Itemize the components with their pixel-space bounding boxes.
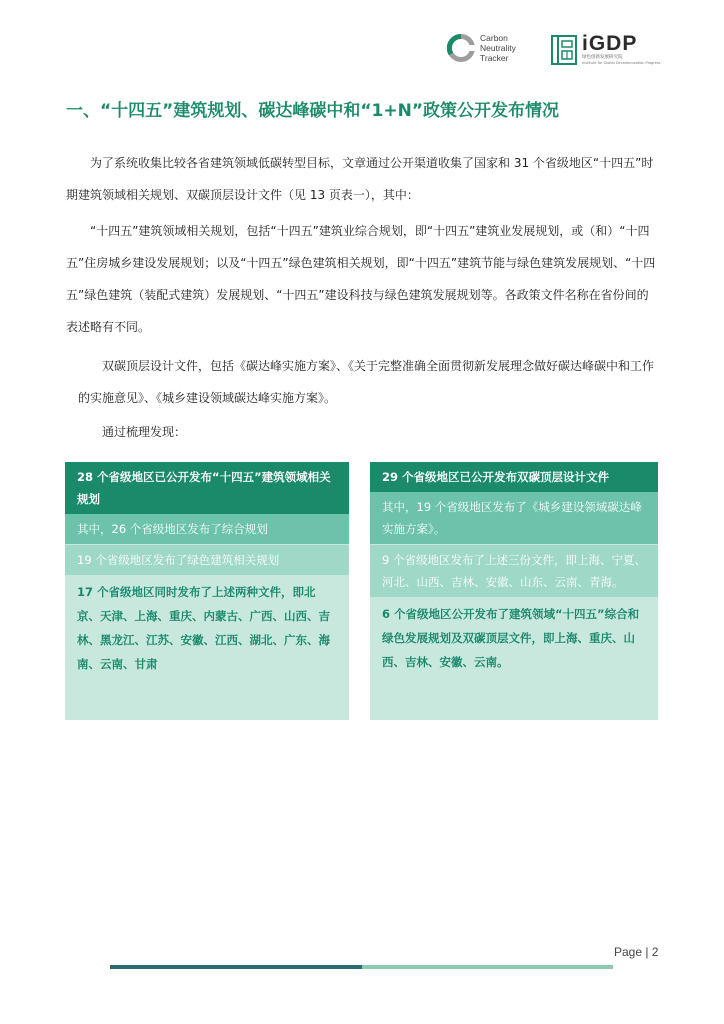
page-number: Page | 2 bbox=[614, 945, 659, 959]
carbon-logo-line1: Carbon bbox=[480, 33, 508, 43]
intro-paragraph: 为了系统收集比较各省建筑领域低碳转型目标，文章通过公开渠道收集了国家和 31 个省级地区“十四五”时期建筑领域相关规划、双碳顶层设计文件（见 13 页表一），其中： bbox=[66, 156, 654, 202]
footer-bar-light-segment bbox=[362, 965, 613, 969]
footer-bar-dark-segment bbox=[110, 965, 362, 969]
section-heading: 一、“十四五”建筑规划、碳达峰碳中和“1+N”政策公开发布情况 bbox=[66, 101, 559, 121]
building-plans-paragraph: “十四五”建筑领域相关规划，包括“十四五”建筑业综合规划，即“十四五”建筑业发展规划，或（和）“十四五”住房城乡建设发展规划；以及“十四五”绿色建筑相关规划，即“十四五”建筑节能与绿色建筑发展规划、“十四五”绿色建筑（装配式建筑）发展规划、“十四五”建设科技与绿色建筑发展规划等。各政策文件名称在省份间的表述略有不同。 bbox=[66, 224, 656, 334]
dual-carbon-paragraph: 双碳顶层设计文件，包括《碳达峰实施方案》、《关于完整准确全面贯彻新发展理念做好碳达峰碳中和工作的实施意见》、《城乡建设领域碳达峰实施方案》。 bbox=[78, 359, 655, 405]
carbon-ring-icon bbox=[446, 33, 476, 63]
panel-right-sub1: 其中，19 个省级地区发布了《城乡建设领域碳达峰实施方案》。 bbox=[370, 492, 658, 545]
igdp-seal-icon bbox=[551, 35, 577, 65]
footer-bar bbox=[110, 965, 613, 969]
findings-panel-dual-carbon bbox=[370, 462, 658, 720]
carbon-logo-line3: Tracker bbox=[480, 53, 509, 63]
panel-left-detail: 17 个省级地区同时发布了上述两种文件，即北京、天津、上海、重庆、内蒙古、广西、山西、吉林、黑龙江、江苏、安徽、江西、湖北、广东、海南、云南、甘肃 bbox=[65, 576, 349, 680]
igdp-logo-subtitle-cn: 绿色创新发展研究院 bbox=[582, 55, 623, 60]
findings-panel-building-plans bbox=[65, 462, 349, 720]
panel-left-title: 28 个省级地区已公开发布“十四五”建筑领域相关规划 bbox=[65, 462, 349, 514]
carbon-neutrality-tracker-logo bbox=[446, 33, 516, 63]
panel-left-sub1: 其中，26 个省级地区发布了综合规划 bbox=[65, 514, 349, 545]
panel-right-sub2: 9 个省级地区发布了上述三份文件，即上海、宁夏、河北、山西、吉林、安徽、山东、云南、青海。 bbox=[370, 545, 658, 598]
panel-right-detail: 6 个省级地区公开发布了建筑领域“十四五”综合和绿色发展规划及双碳顶层文件，即上海、重庆、山西、吉林、安徽、云南。 bbox=[370, 598, 658, 678]
igdp-logo-name: iGDP bbox=[582, 32, 638, 55]
carbon-logo-line2: Neutrality bbox=[480, 43, 516, 53]
findings-lead: 通过梳理发现： bbox=[102, 425, 187, 439]
panel-right-title: 29 个省级地区已公开发布双碳顶层设计文件 bbox=[370, 462, 658, 492]
panel-left-sub2: 19 个省级地区发布了绿色建筑相关规划 bbox=[65, 545, 349, 576]
igdp-logo bbox=[551, 33, 661, 66]
igdp-logo-subtitle-en: Institute for Global Decarbonization Progress bbox=[582, 61, 661, 65]
